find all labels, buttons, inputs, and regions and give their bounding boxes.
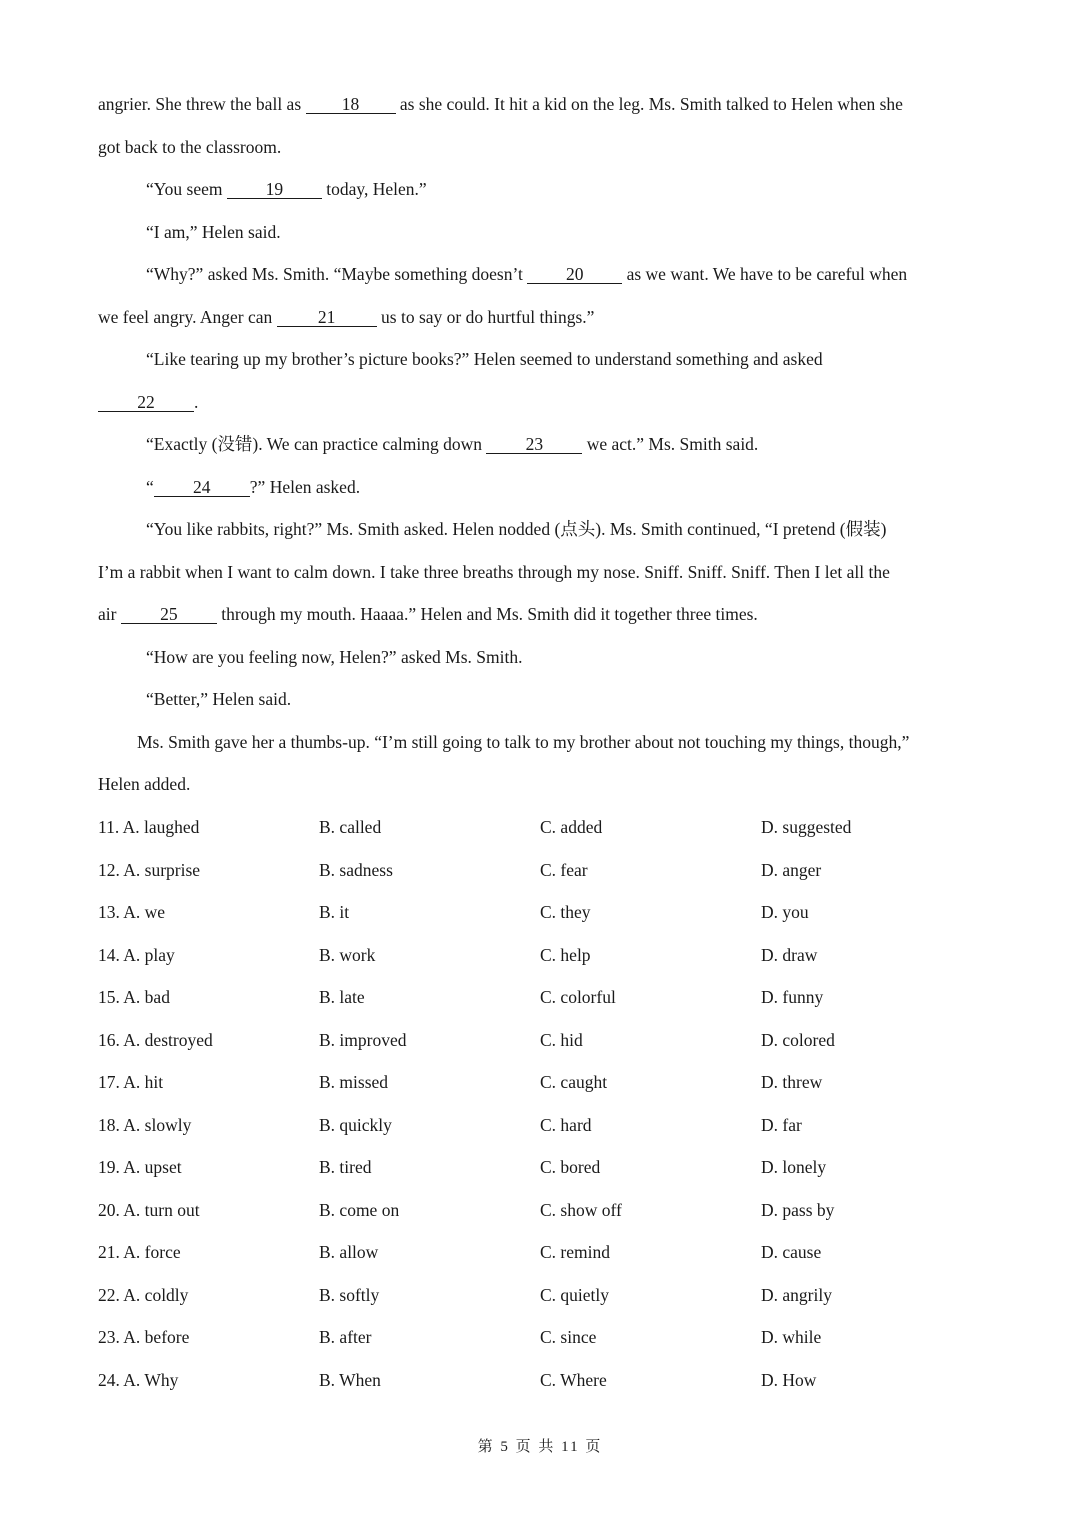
option-row <box>98 1070 988 1094</box>
option-a: 20. A. turn out <box>98 1199 200 1220</box>
option-a: 12. A. surprise <box>98 859 201 880</box>
passage-line <box>146 475 1036 499</box>
page-footer: 第 5 页 共 11 页 <box>477 1439 603 1455</box>
text: “You seem <box>146 179 227 199</box>
option-c: C. quietly <box>540 1284 610 1305</box>
text: today, Helen.” <box>321 179 427 199</box>
passage-line <box>98 92 988 116</box>
text: as she could. It hit a kid on the leg. Ms. Smith talked to Helen when she <box>395 94 903 114</box>
option-d: D. funny <box>761 987 824 1007</box>
option-row <box>98 1155 988 1179</box>
option-d: D. colored <box>761 1029 835 1050</box>
option-b: B. allow <box>319 1242 379 1262</box>
option-row <box>98 1368 988 1392</box>
option-a: 19. A. upset <box>98 1157 182 1177</box>
option-row <box>98 1240 988 1264</box>
option-d: D. while <box>761 1327 822 1347</box>
option-a: 18. A. slowly <box>98 1114 192 1135</box>
option-b: B. improved <box>319 1029 407 1050</box>
option-d: D. lonely <box>761 1157 827 1177</box>
text: air <box>98 604 121 624</box>
passage-line <box>146 177 1036 201</box>
option-row <box>98 1283 988 1307</box>
option-a: 24. A. Why <box>98 1369 179 1390</box>
option-b: B. after <box>319 1327 372 1347</box>
option-b: B. softly <box>319 1284 380 1305</box>
option-c: C. hard <box>540 1114 592 1135</box>
option-a: 15. A. bad <box>98 987 170 1007</box>
blank-25: 25 <box>121 605 217 624</box>
option-row <box>98 1028 988 1052</box>
passage-line: “I am,” Helen said. <box>146 222 281 242</box>
text: . <box>194 392 199 412</box>
option-c: C. help <box>540 944 591 965</box>
blank-22: 22 <box>98 393 194 412</box>
option-b: B. When <box>319 1369 381 1390</box>
text: angrier. She threw the ball as <box>98 94 306 114</box>
option-c: C. they <box>540 902 591 922</box>
option-c: C. show off <box>540 1199 622 1220</box>
option-a: 14. A. play <box>98 944 175 965</box>
option-row <box>98 943 988 967</box>
option-a: 16. A. destroyed <box>98 1029 213 1050</box>
option-c: C. caught <box>540 1072 608 1092</box>
option-b: B. work <box>319 944 376 965</box>
option-d: D. pass by <box>761 1199 835 1220</box>
option-d: D. suggested <box>761 817 852 837</box>
option-d: D. far <box>761 1114 802 1135</box>
text: “ <box>146 477 154 497</box>
option-c: C. hid <box>540 1029 583 1050</box>
option-a: 13. A. we <box>98 902 166 922</box>
option-c: C. since <box>540 1327 597 1347</box>
option-d: D. angrily <box>761 1284 832 1305</box>
passage-line <box>146 262 1036 286</box>
text: us to say or do hurtful things.” <box>376 307 595 327</box>
option-b: B. come on <box>319 1199 400 1220</box>
option-a: 22. A. coldly <box>98 1284 189 1305</box>
blank-18: 18 <box>306 95 396 114</box>
option-b: B. quickly <box>319 1114 392 1135</box>
option-row <box>98 1113 988 1137</box>
option-d: D. draw <box>761 944 818 965</box>
option-row <box>98 1325 988 1349</box>
passage-line: “Better,” Helen said. <box>146 689 292 709</box>
passage-line <box>98 305 988 329</box>
option-b: B. missed <box>319 1072 389 1092</box>
passage-line: “How are you feeling now, Helen?” asked Ms. Smith. <box>146 647 523 667</box>
blank-21: 21 <box>277 308 377 327</box>
option-row <box>98 815 988 839</box>
option-a: 21. A. force <box>98 1242 181 1262</box>
blank-24: 24 <box>154 478 250 497</box>
text: “Why?” asked Ms. Smith. “Maybe something doesn’t <box>146 264 528 284</box>
option-b: B. sadness <box>319 859 393 880</box>
option-row <box>98 858 988 882</box>
option-b: B. late <box>319 987 365 1007</box>
option-c: C. fear <box>540 859 588 880</box>
option-d: D. anger <box>761 859 822 880</box>
passage-line: “Like tearing up my brother’s picture books?” Helen seemed to understand something and asked <box>146 349 823 369</box>
option-d: D. How <box>761 1369 817 1390</box>
option-c: C. Where <box>540 1369 607 1390</box>
option-row <box>98 900 988 924</box>
passage-line <box>98 390 988 414</box>
passage-line <box>146 432 1036 456</box>
passage-line: Helen added. <box>98 774 191 794</box>
option-b: B. called <box>319 817 382 837</box>
option-b: B. it <box>319 902 350 922</box>
option-d: D. you <box>761 902 809 922</box>
option-c: C. colorful <box>540 987 616 1007</box>
passage-line: “You like rabbits, right?” Ms. Smith asked. Helen nodded (点头). Ms. Smith continued, “I pretend (假装) <box>146 519 887 539</box>
option-d: D. threw <box>761 1072 823 1092</box>
option-a: 23. A. before <box>98 1327 190 1347</box>
blank-23: 23 <box>486 435 582 454</box>
blank-20: 20 <box>527 265 622 284</box>
text: we feel angry. Anger can <box>98 307 277 327</box>
passage-line: got back to the classroom. <box>98 137 282 157</box>
option-c: C. remind <box>540 1242 610 1262</box>
option-b: B. tired <box>319 1157 372 1177</box>
option-row <box>98 985 988 1009</box>
option-row <box>98 1198 988 1222</box>
passage-line: Ms. Smith gave her a thumbs-up. “I’m still going to talk to my brother about not touching my things, though,” <box>137 732 910 752</box>
option-a: 17. A. hit <box>98 1072 164 1092</box>
option-c: C. added <box>540 817 603 837</box>
passage-line <box>98 602 988 626</box>
text: through my mouth. Haaaa.” Helen and Ms. Smith did it together three times. <box>216 604 758 624</box>
text: we act.” Ms. Smith said. <box>582 434 759 454</box>
blank-19: 19 <box>227 180 322 199</box>
text: “Exactly (没错). We can practice calming down <box>146 434 487 454</box>
text: ?” Helen asked. <box>249 477 361 497</box>
option-d: D. cause <box>761 1242 822 1262</box>
text: as we want. We have to be careful when <box>622 264 908 284</box>
option-a: 11. A. laughed <box>98 817 200 837</box>
option-c: C. bored <box>540 1157 601 1177</box>
passage-line: I’m a rabbit when I want to calm down. I take three breaths through my nose. Sniff. Sniff. Sniff. Then I let all the <box>98 562 890 582</box>
